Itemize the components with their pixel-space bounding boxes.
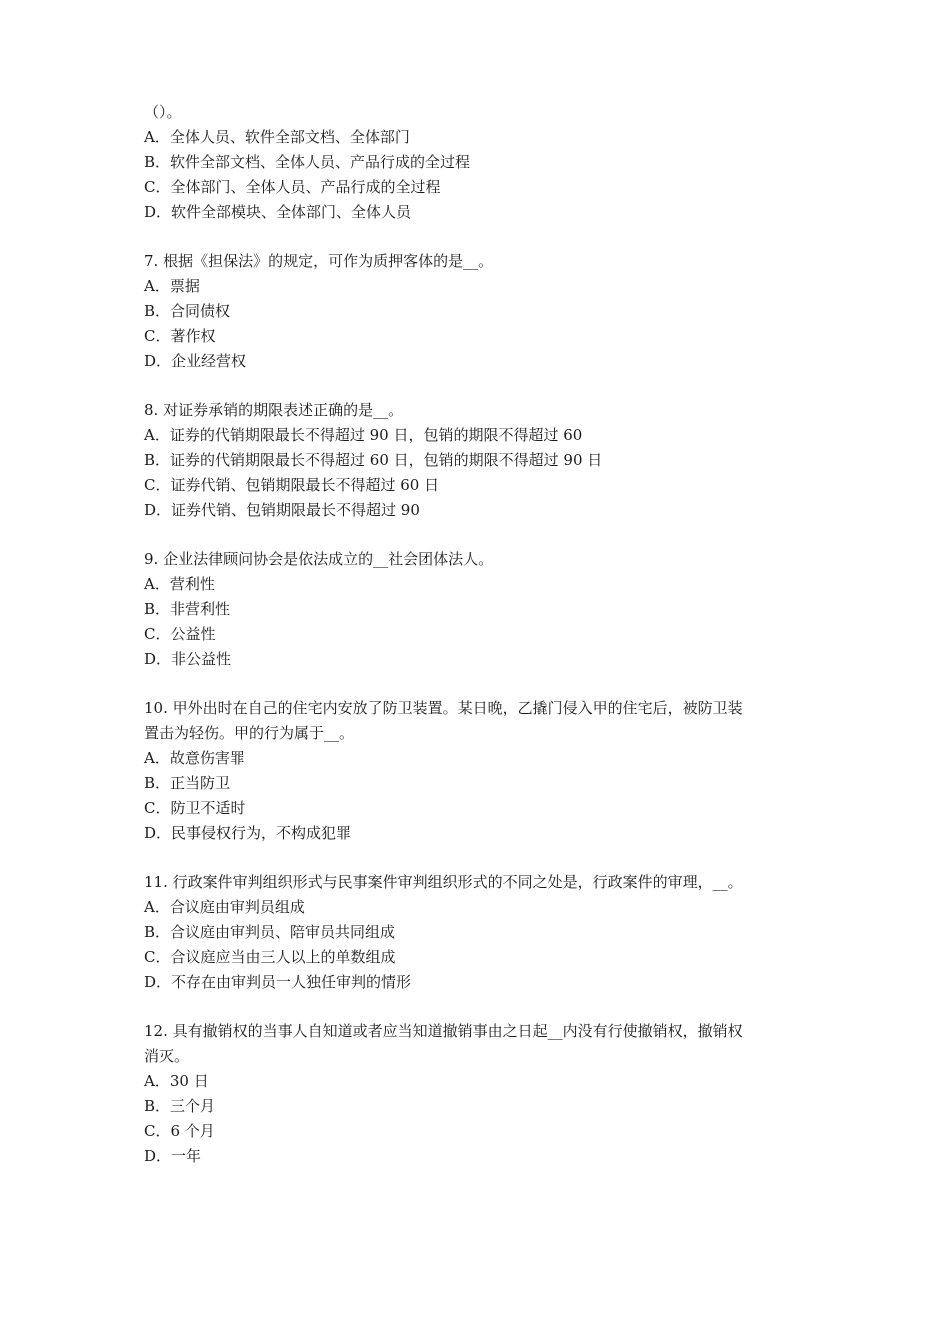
option-b: B．合同债权 [144,302,231,320]
question-intro [144,100,824,225]
option-b: B．正当防卫 [144,774,231,792]
question-7 [144,249,824,374]
option-d: D．不存在由审判员一人独任审判的情形 [144,973,412,991]
question-stem-line-1: 10. 甲外出时在自己的住宅内安放了防卫装置。某日晚，乙撬门侵入甲的住宅后，被防卫装 [144,699,743,717]
option-a: A．合议庭由审判员组成 [144,898,305,916]
question-stem-line-1: 12. 具有撤销权的当事人自知道或者应当知道撤销事由之日起__内没有行使撤销权，撤销权 [144,1022,743,1040]
option-c: C．全体部门、全体人员、产品行成的全过程 [144,178,441,196]
option-b: B．非营利性 [144,600,231,618]
question-stem-line-2: 置击为轻伤。甲的行为属于__。 [144,724,355,742]
option-d: D．企业经营权 [144,352,247,370]
question-9 [144,547,824,672]
question-stem: 7. 根据《担保法》的规定，可作为质押客体的是__。 [144,252,494,270]
option-a: A．故意伤害罪 [144,749,245,767]
option-d: D．民事侵权行为，不构成犯罪 [144,824,352,842]
option-d: D．非公益性 [144,650,232,668]
question-8 [144,398,824,523]
option-b: B．证券的代销期限最长不得超过 60 日，包销的期限不得超过 90 日 [144,451,603,469]
option-c: C．防卫不适时 [144,799,246,817]
question-stem: 8. 对证券承销的期限表述正确的是__。 [144,401,404,419]
option-d: D．软件全部模块、全体部门、全体人员 [144,203,412,221]
option-a: A．30 日 [144,1072,209,1090]
question-12 [144,1019,824,1169]
option-c: C．著作权 [144,327,216,345]
question-10 [144,696,824,846]
option-c: C．合议庭应当由三人以上的单数组成 [144,948,396,966]
option-c: C．6 个月 [144,1122,215,1140]
question-stem-line-2: 消灭。 [144,1047,190,1065]
question-stem: （）。 [144,103,182,121]
option-c: C．证券代销、包销期限最长不得超过 60 日 [144,476,440,494]
question-stem: 9. 企业法律顾问协会是依法成立的__社会团体法人。 [144,550,494,568]
option-b: B．合议庭由审判员、陪审员共同组成 [144,923,396,941]
option-a: A．全体人员、软件全部文档、全体部门 [144,128,410,146]
document-page [144,100,824,1193]
option-d: D．一年 [144,1147,202,1165]
option-a: A．票据 [144,277,200,295]
option-c: C．公益性 [144,625,216,643]
question-11 [144,870,824,995]
option-d: D．证券代销、包销期限最长不得超过 90 [144,501,420,519]
option-a: A．营利性 [144,575,215,593]
question-stem: 11. 行政案件审判组织形式与民事案件审判组织形式的不同之处是，行政案件的审理，__。 [144,873,743,891]
option-a: A．证券的代销期限最长不得超过 90 日，包销的期限不得超过 60 [144,426,583,444]
option-b: B．软件全部文档、全体人员、产品行成的全过程 [144,153,471,171]
option-b: B．三个月 [144,1097,216,1115]
